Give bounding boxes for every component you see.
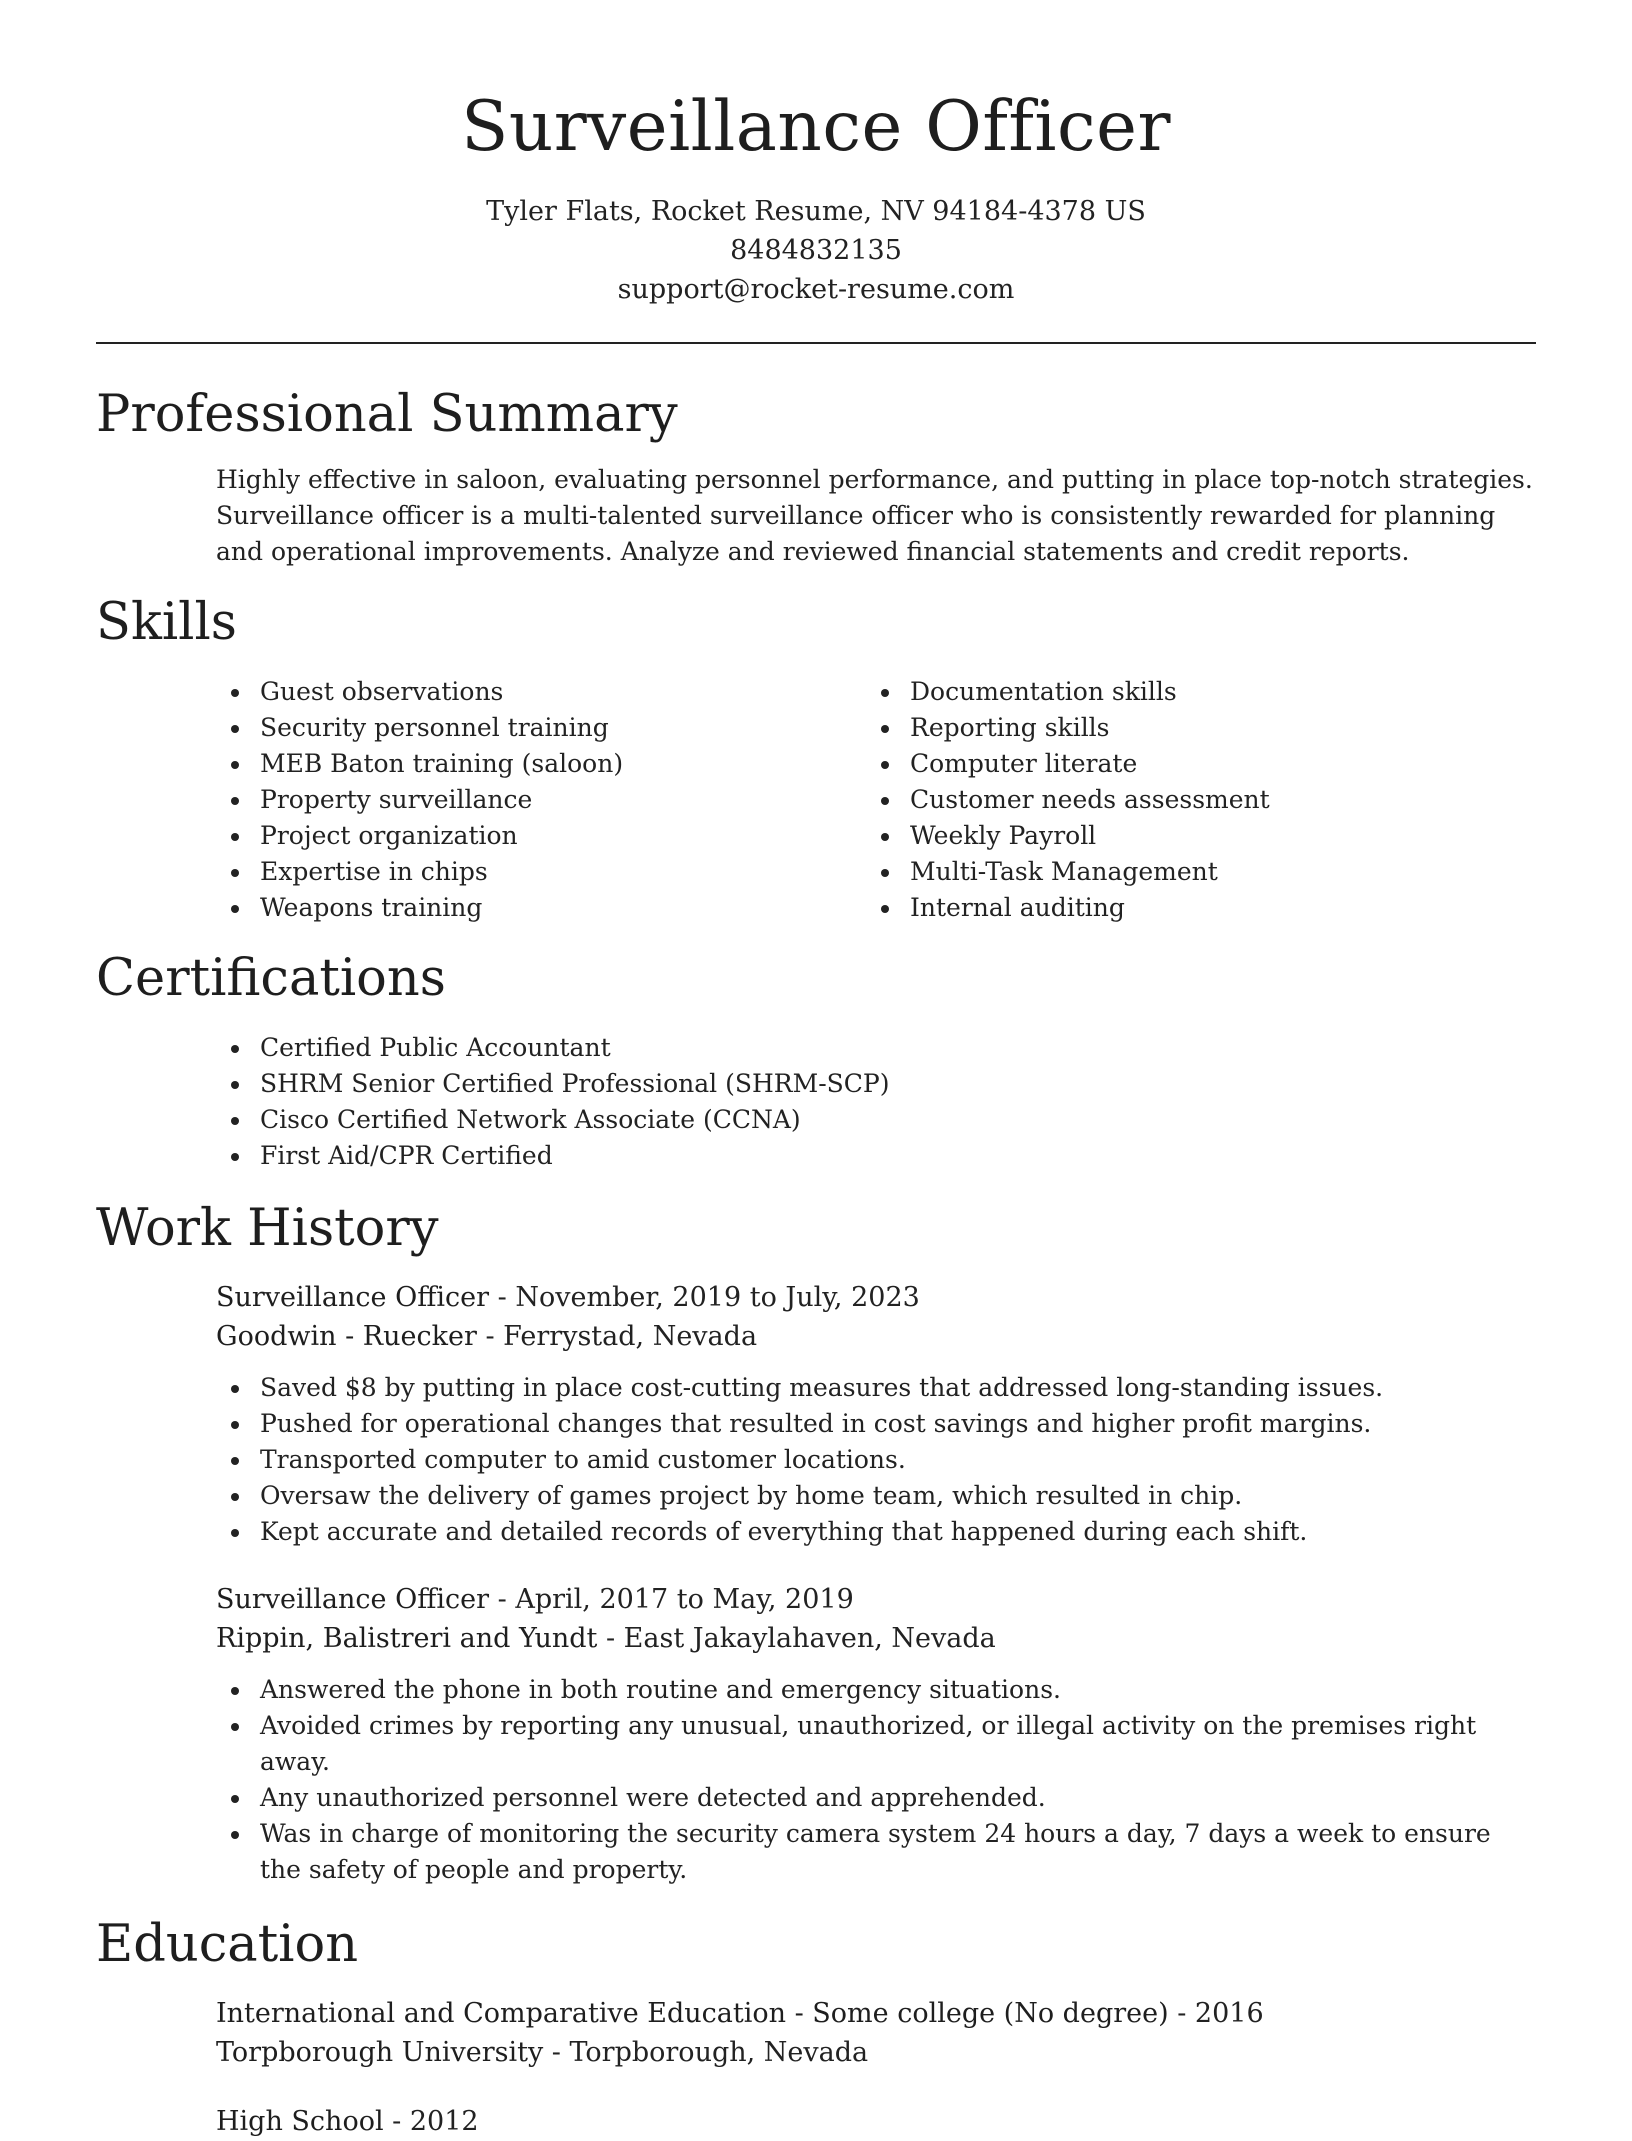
job-location: - Ferrystad, Nevada	[476, 1321, 758, 1352]
education-entry	[216, 2102, 1536, 2141]
skill-item: Property surveillance	[216, 782, 866, 818]
education-degree: High School	[216, 2106, 384, 2137]
skill-item: Expertise in chips	[216, 854, 866, 890]
resume-title: Surveillance Officer	[461, 87, 1171, 167]
job-title: Surveillance Officer	[216, 1584, 490, 1615]
skill-item: Project organization	[216, 818, 866, 854]
contact-phone: 8484832135	[730, 235, 902, 266]
job-dates: - April, 2017 to May, 2019	[489, 1584, 854, 1615]
skill-item: Internal auditing	[866, 890, 1516, 926]
certification-item: SHRM Senior Certified Professional (SHRM-SCP)	[216, 1066, 1536, 1102]
education-degree-line	[216, 1994, 1536, 2033]
job-company: Rippin, Balistreri and Yundt	[216, 1623, 598, 1654]
skill-item: Security personnel training	[216, 710, 866, 746]
work-history-heading: Work History	[96, 1199, 439, 1258]
job-duties-list	[216, 1672, 1536, 1888]
job-duty: Kept accurate and detailed records of everything that happened during each shift.	[216, 1514, 1536, 1550]
education-year: - 2012	[383, 2106, 479, 2137]
education-degree-line	[216, 2102, 1536, 2141]
work-history-section	[96, 1194, 1536, 1888]
job-company-line	[216, 1317, 1536, 1356]
job-company: Goodwin - Ruecker	[216, 1321, 477, 1352]
job-entry	[216, 1278, 1536, 1550]
education-location: - Torpborough, Nevada	[543, 2037, 869, 2068]
skills-columns	[216, 674, 1536, 926]
job-dates: - November, 2019 to July, 2023	[489, 1282, 920, 1313]
job-duty: Answered the phone in both routine and emergency situations.	[216, 1672, 1536, 1708]
education-degree: International and Comparative Education - Some college (No degree)	[216, 1998, 1169, 2029]
job-entry	[216, 1580, 1536, 1888]
resume-body	[96, 380, 1536, 2141]
job-title: Surveillance Officer	[216, 1282, 490, 1313]
certifications-heading: Certifications	[96, 949, 446, 1008]
skill-item: Multi-Task Management	[866, 854, 1516, 890]
certifications-section	[96, 944, 1536, 1174]
contact-address: Tyler Flats, Rocket Resume, NV 94184-4378 US	[486, 196, 1146, 227]
education-school: Torpborough University	[216, 2037, 544, 2068]
certification-item: Cisco Certified Network Associate (CCNA)	[216, 1102, 1536, 1138]
skill-item: Weekly Payroll	[866, 818, 1516, 854]
skills-right-list	[866, 674, 1516, 926]
skills-heading: Skills	[96, 593, 237, 652]
job-duty: Transported computer to amid customer locations.	[216, 1442, 1536, 1478]
skills-left-list	[216, 674, 866, 926]
education-entry	[216, 1994, 1536, 2072]
skill-item: Guest observations	[216, 674, 866, 710]
education-heading: Education	[96, 1915, 359, 1974]
skill-item: Documentation skills	[866, 674, 1516, 710]
education-section	[96, 1910, 1536, 2141]
job-title-line	[216, 1580, 1536, 1619]
resume-header	[0, 0, 1632, 309]
summary-section	[96, 380, 1536, 570]
job-duty: Was in charge of monitoring the security camera system 24 hours a day, 7 days a week to ensure the safety of people and property.	[216, 1816, 1536, 1888]
job-duty: Avoided crimes by reporting any unusual, unauthorized, or illegal activity on the premises right away.	[216, 1708, 1536, 1780]
job-duties-list	[216, 1370, 1536, 1550]
skill-item: Computer literate	[866, 746, 1516, 782]
education-year: - 2016	[1168, 1998, 1264, 2029]
job-company-line	[216, 1619, 1536, 1658]
skill-item: MEB Baton training (saloon)	[216, 746, 866, 782]
job-title-line	[216, 1278, 1536, 1317]
skill-item: Weapons training	[216, 890, 866, 926]
certifications-list	[216, 1030, 1536, 1174]
job-duty: Saved $8 by putting in place cost-cutting measures that addressed long-standing issues.	[216, 1370, 1536, 1406]
certification-item: First Aid/CPR Certified	[216, 1138, 1536, 1174]
skills-section	[96, 588, 1536, 926]
skill-item: Reporting skills	[866, 710, 1516, 746]
header-divider	[96, 342, 1536, 344]
summary-text: Highly effective in saloon, evaluating personnel performance, and putting in place top-notch strategies. Surveillance officer is a multi-talented surveillance officer who is consistently rewarded for planning and operational improvements. Analyze and reviewed financial statements and credit reports.	[216, 465, 1533, 566]
education-school-line	[216, 2033, 1536, 2072]
contact-email: support@rocket-resume.com	[617, 274, 1015, 305]
job-location: - East Jakaylahaven, Nevada	[597, 1623, 996, 1654]
job-duty: Any unauthorized personnel were detected and apprehended.	[216, 1780, 1536, 1816]
skill-item: Customer needs assessment	[866, 782, 1516, 818]
summary-heading: Professional Summary	[96, 385, 678, 444]
job-duty: Pushed for operational changes that resulted in cost savings and higher profit margins.	[216, 1406, 1536, 1442]
job-duty: Oversaw the delivery of games project by home team, which resulted in chip.	[216, 1478, 1536, 1514]
certification-item: Certified Public Accountant	[216, 1030, 1536, 1066]
contact-block	[0, 192, 1632, 309]
